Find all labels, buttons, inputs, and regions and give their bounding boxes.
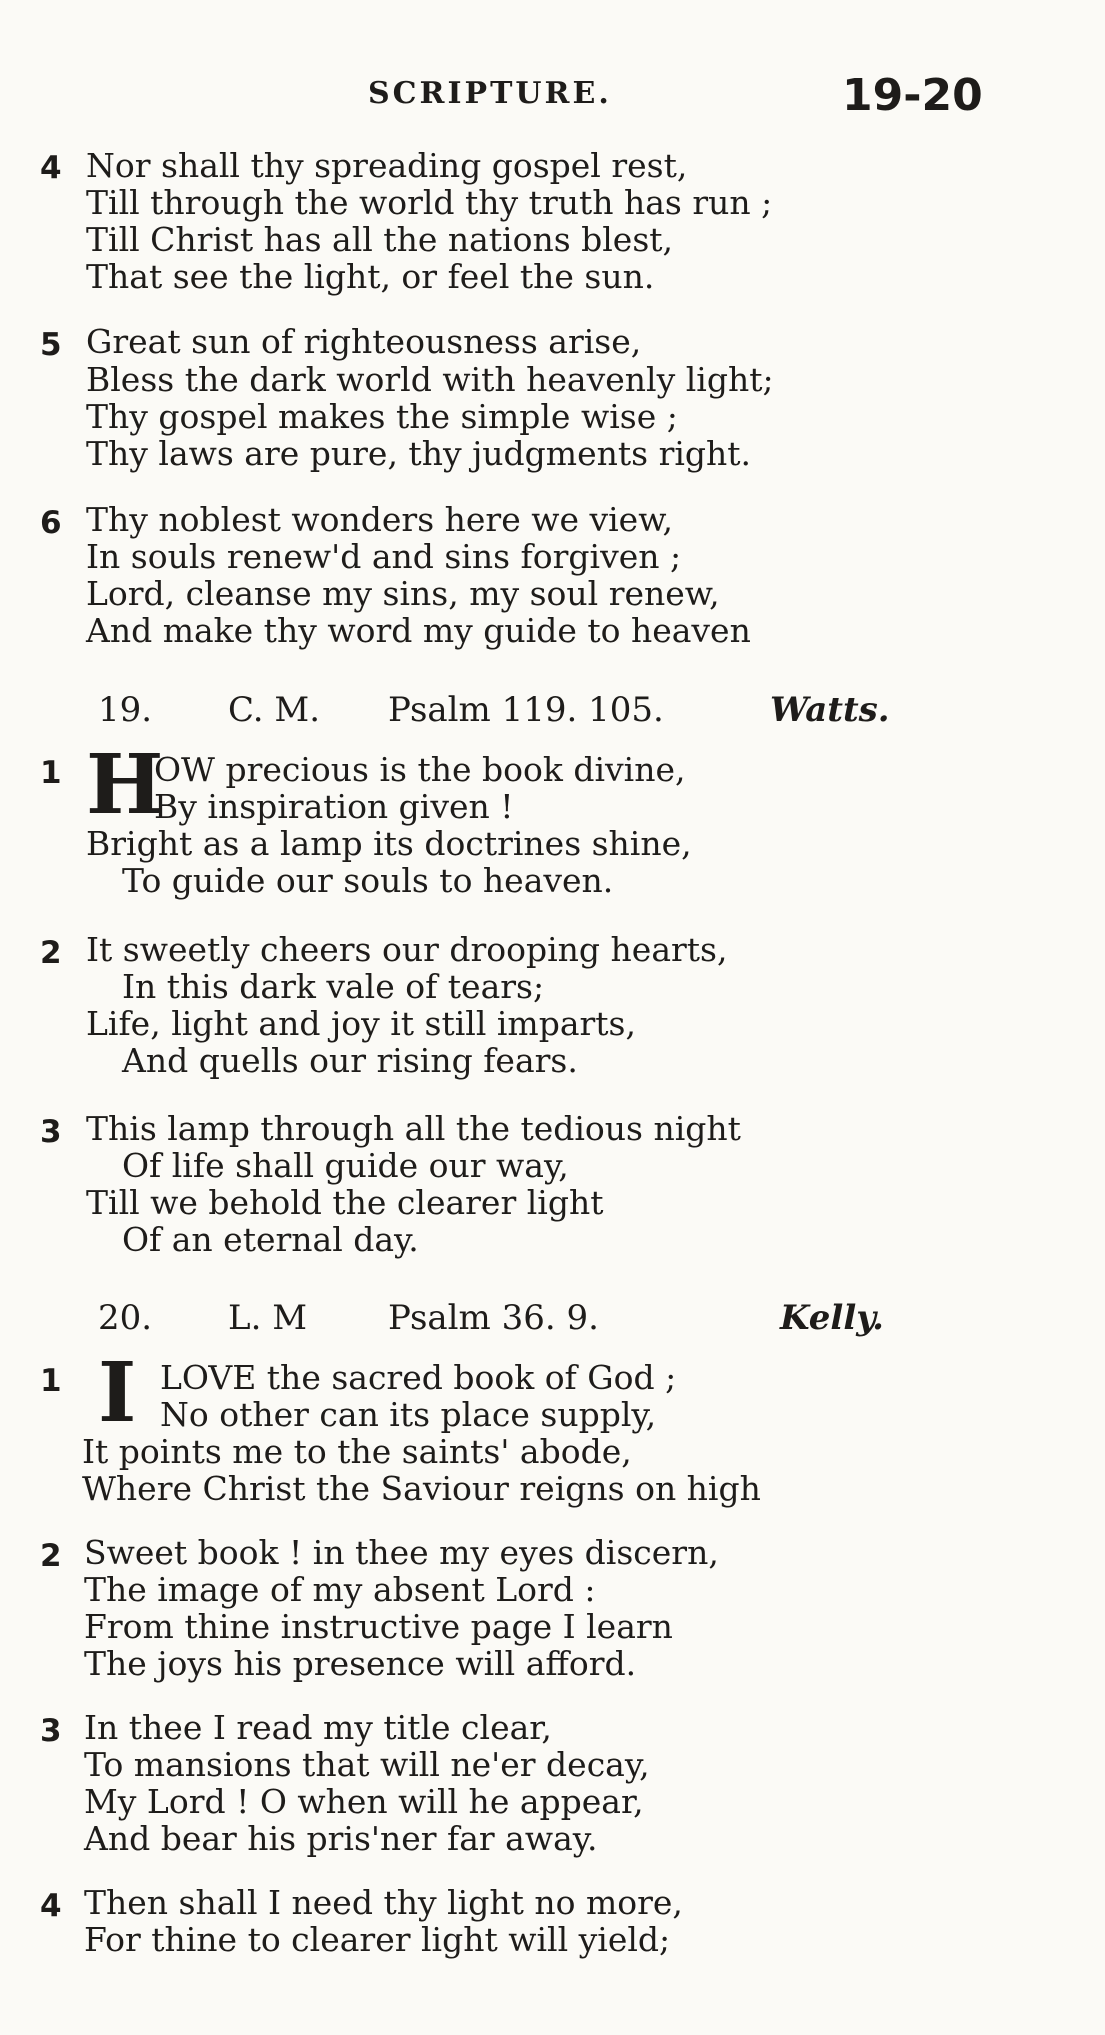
verse-line: For thine to clearer light will yield; <box>84 1920 671 1959</box>
verse-line: From thine instructive page I learn <box>84 1607 673 1646</box>
hymn-meter: C. M. <box>228 690 321 730</box>
hymn-number: 20. <box>98 1298 153 1338</box>
verse-line: LOVE the sacred book of God ; <box>160 1358 677 1397</box>
verse-number: 6 <box>40 505 62 541</box>
verse-line: To mansions that will ne'er decay, <box>84 1745 650 1784</box>
verse-line: Then shall I need thy light no more, <box>84 1883 683 1922</box>
verse-line: To guide our souls to heaven. <box>122 861 614 900</box>
verse-line: Bright as a lamp its doctrines shine, <box>86 824 692 863</box>
verse-line: And bear his pris'ner far away. <box>84 1819 598 1858</box>
verse-line: In this dark vale of tears; <box>122 967 545 1006</box>
verse-number: 4 <box>40 150 62 186</box>
hymn-author: Kelly. <box>780 1298 884 1338</box>
verse-line: By inspiration given ! <box>154 787 514 826</box>
verse-line: Thy laws are pure, thy judgments right. <box>86 434 752 473</box>
verse-line: Life, light and joy it still imparts, <box>86 1004 636 1043</box>
verse-line: My Lord ! O when will he appear, <box>84 1782 644 1821</box>
verse-line: Bless the dark world with heavenly light; <box>86 360 774 399</box>
verse-line: Thy noblest wonders here we view, <box>86 500 674 539</box>
verse-number: 1 <box>40 755 62 791</box>
verse-line: In thee I read my title clear, <box>84 1708 552 1747</box>
page-number: 19-20 <box>842 70 983 121</box>
verse-line: In souls renew'd and sins forgiven ; <box>86 537 682 576</box>
verse-number: 5 <box>40 327 62 363</box>
running-title: SCRIPTURE. <box>368 76 612 111</box>
verse-line: It points me to the saints' abode, <box>82 1432 632 1471</box>
verse-line: Thy gospel makes the simple wise ; <box>86 397 678 436</box>
verse-line: Where Christ the Saviour reigns on high <box>82 1469 761 1508</box>
verse-line: Nor shall thy spreading gospel rest, <box>86 146 688 185</box>
verse-line: Till we behold the clearer light <box>86 1183 604 1222</box>
verse-line: Sweet book ! in thee my eyes discern, <box>84 1533 719 1572</box>
verse-number: 2 <box>40 1538 62 1574</box>
verse-line: This lamp through all the tedious night <box>86 1109 741 1148</box>
hymn-number: 19. <box>98 690 153 730</box>
hymn-scripture: Psalm 36. 9. <box>388 1298 599 1338</box>
verse-line: Great sun of righteousness arise, <box>86 322 642 361</box>
verse-number: 4 <box>40 1888 62 1924</box>
verse-line: Till Christ has all the nations blest, <box>86 220 674 259</box>
verse-line: That see the light, or feel the sun. <box>86 257 655 296</box>
verse-line: The joys his presence will afford. <box>84 1644 637 1683</box>
verse-number: 3 <box>40 1713 62 1749</box>
verse-line: Of life shall guide our way, <box>122 1146 569 1185</box>
drop-cap: I <box>98 1345 137 1441</box>
verse-line: It sweetly cheers our drooping hearts, <box>86 930 728 969</box>
verse-line: No other can its place supply, <box>160 1395 657 1434</box>
drop-cap: H <box>86 737 164 833</box>
hymn-author: Watts. <box>770 690 890 730</box>
verse-line: The image of my absent Lord : <box>84 1570 596 1609</box>
verse-number: 1 <box>40 1363 62 1399</box>
hymn-meter: L. M <box>228 1298 308 1338</box>
verse-number: 3 <box>40 1114 62 1150</box>
verse-line: Of an eternal day. <box>122 1220 419 1259</box>
verse-line: Lord, cleanse my sins, my soul renew, <box>86 574 720 613</box>
verse-line: And make thy word my guide to heaven <box>86 611 751 650</box>
verse-line: Till through the world thy truth has run ; <box>86 183 773 222</box>
verse-line: OW precious is the book divine, <box>154 750 686 789</box>
verse-number: 2 <box>40 935 62 971</box>
hymn-scripture: Psalm 119. 105. <box>388 690 664 730</box>
verse-line: And quells our rising fears. <box>122 1041 578 1080</box>
